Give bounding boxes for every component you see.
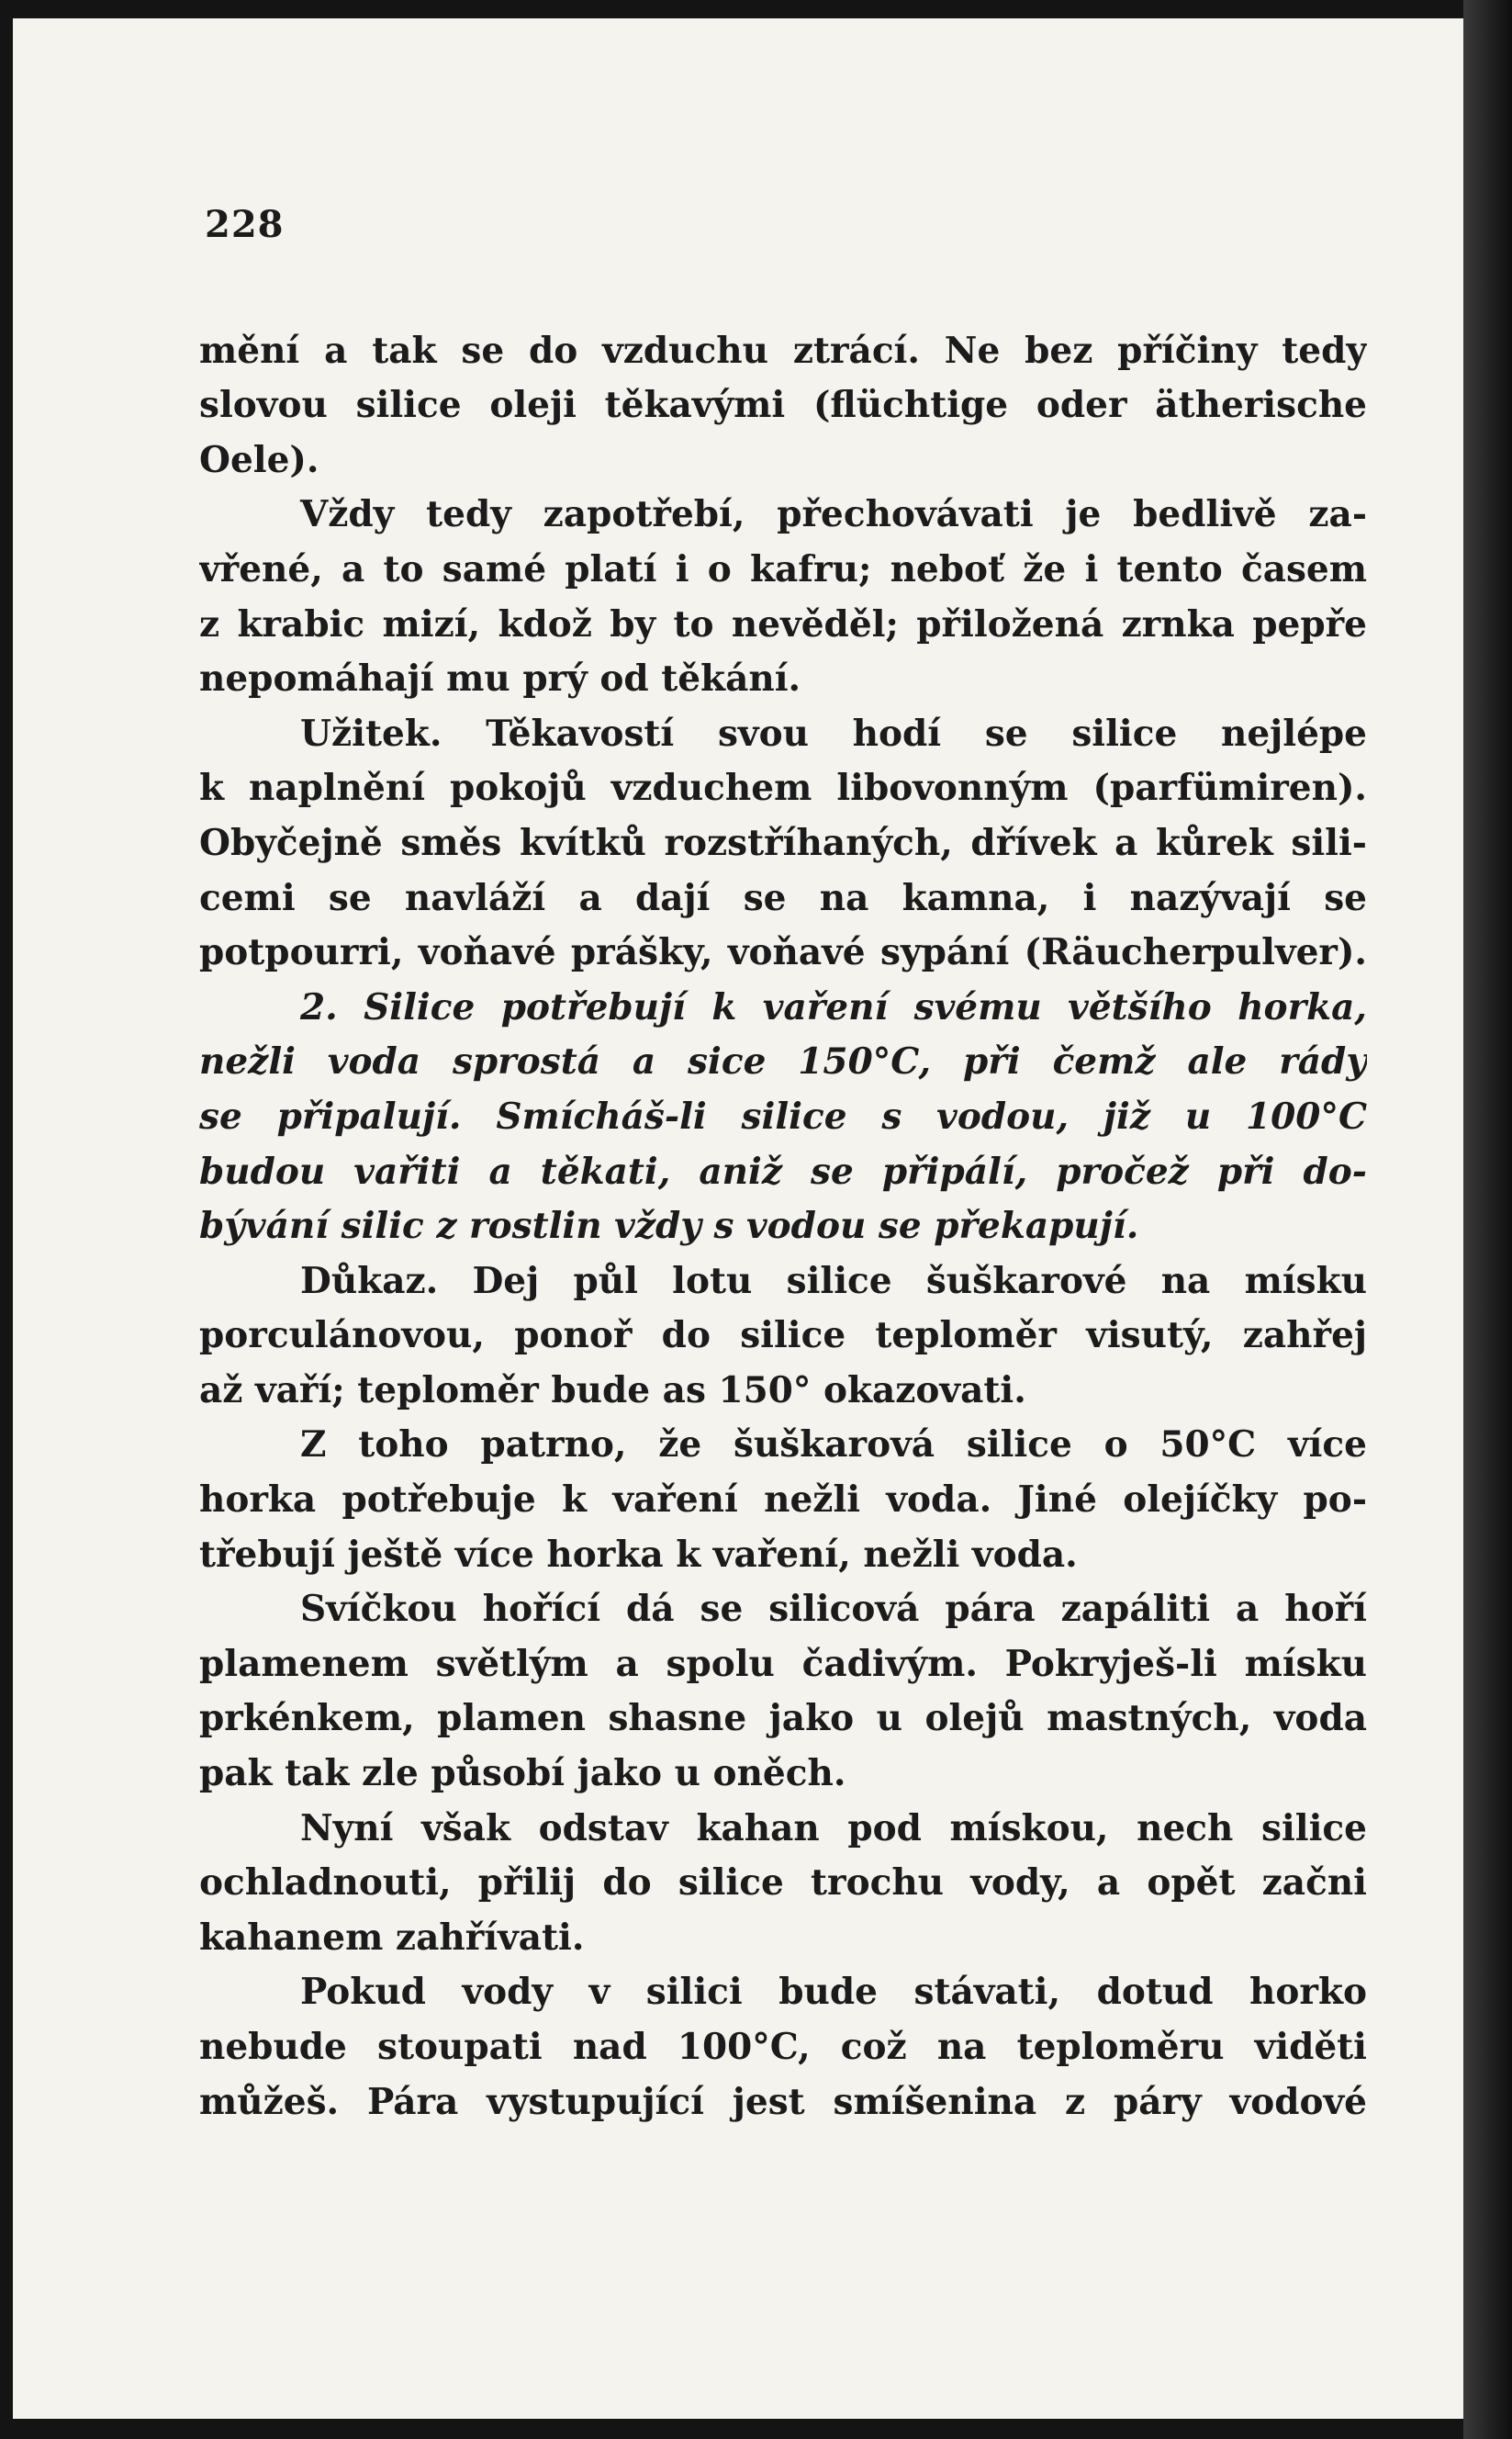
book-spine-shadow [1463,0,1512,2439]
text-line: nežli voda sprostá a sice 150°C, při čemž ale rády [199,1040,1367,1084]
text-line: Oele). [199,438,319,481]
text-line: ochladnouti, přilij do silice trochu vody, a opět začni [199,1861,1367,1905]
page-number: 228 [205,203,285,246]
text-line: se připalují. Smícháš-li silice s vodou, již u 100°C [199,1095,1367,1138]
page-text [199,197,1367,2130]
text-line: Pokud vody v silici bude stávati, dotud horko [300,1971,1367,2014]
text-line: Obyčejně směs kvítků rozstříhaných, dřívek a kůrek sili- [199,821,1367,864]
text-line: bývání silic z rostlin vždy s vodou se překapují. [199,1205,1139,1248]
text-line: kahanem zahřívati. [199,1916,585,1959]
text-line: Z toho patrno, že šuškarová silice o 50°C více [300,1423,1367,1467]
text-line: z krabic mizí, kdož by to nevěděl; přiložená zrnka pepře [199,602,1367,646]
text-line: Vždy tedy zapotřebí, přechovávati je bedlivě za- [300,493,1367,536]
text-line: Důkaz. Dej půl lotu silice šuškarové na mísku [300,1259,1367,1302]
text-line: prkénkem, plamen shasne jako u olejů mastných, voda [199,1697,1367,1740]
text-line: slovou silice oleji těkavými (flüchtige oder ätherische [199,384,1367,427]
text-line: třebují ještě více horka k vaření, nežli voda. [199,1533,1078,1576]
book-page [13,18,1463,2419]
text-line: 2. Silice potřebují k vaření svému většího horka, [300,985,1367,1028]
text-line: budou vařiti a těkati, aniž se připálí, pročež při do- [199,1150,1367,1193]
text-line: mění a tak se do vzduchu ztrácí. Ne bez příčiny tedy [199,329,1367,372]
text-line: nepomáhají mu prý od těkání. [199,658,801,701]
text-line: Svíčkou hořící dá se silicová pára zapáliti a hoří [300,1588,1367,1631]
text-line: horka potřebuje k vaření nežli voda. Jiné olejíčky po- [199,1478,1367,1522]
text-line: pak tak zle působí jako u oněch. [199,1752,846,1795]
text-line: k naplnění pokojů vzduchem libovonným (parfümiren). [199,767,1367,810]
text-line: Nyní však odstav kahan pod mískou, nech silice [300,1806,1367,1849]
text-lines [199,324,1367,2130]
text-line: cemi se navláží a dají se na kamna, i nazývají se [199,876,1367,919]
text-line: potpourri, voňavé prášky, voňavé sypání (Räucherpulver). [199,931,1367,974]
text-line: plamenem světlým a spolu čadivým. Pokryješ-li mísku [199,1642,1367,1685]
text-line: nebude stoupati nad 100°C, což na teploměru viděti [199,2026,1367,2068]
text-line: Užitek. Těkavostí svou hodí se silice nejlépe [300,712,1367,755]
text-line: vřené, a to samé platí i o kafru; neboť že i tento časem [199,547,1367,590]
text-line: porculánovou, ponoř do silice teploměr visutý, zahřej [199,1314,1367,1357]
text-line: můžeš. Pára vystupující jest smíšenina z páry vodové [199,2080,1367,2123]
text-line: až vaří; teploměr bude as 150° okazovati. [199,1368,1026,1411]
